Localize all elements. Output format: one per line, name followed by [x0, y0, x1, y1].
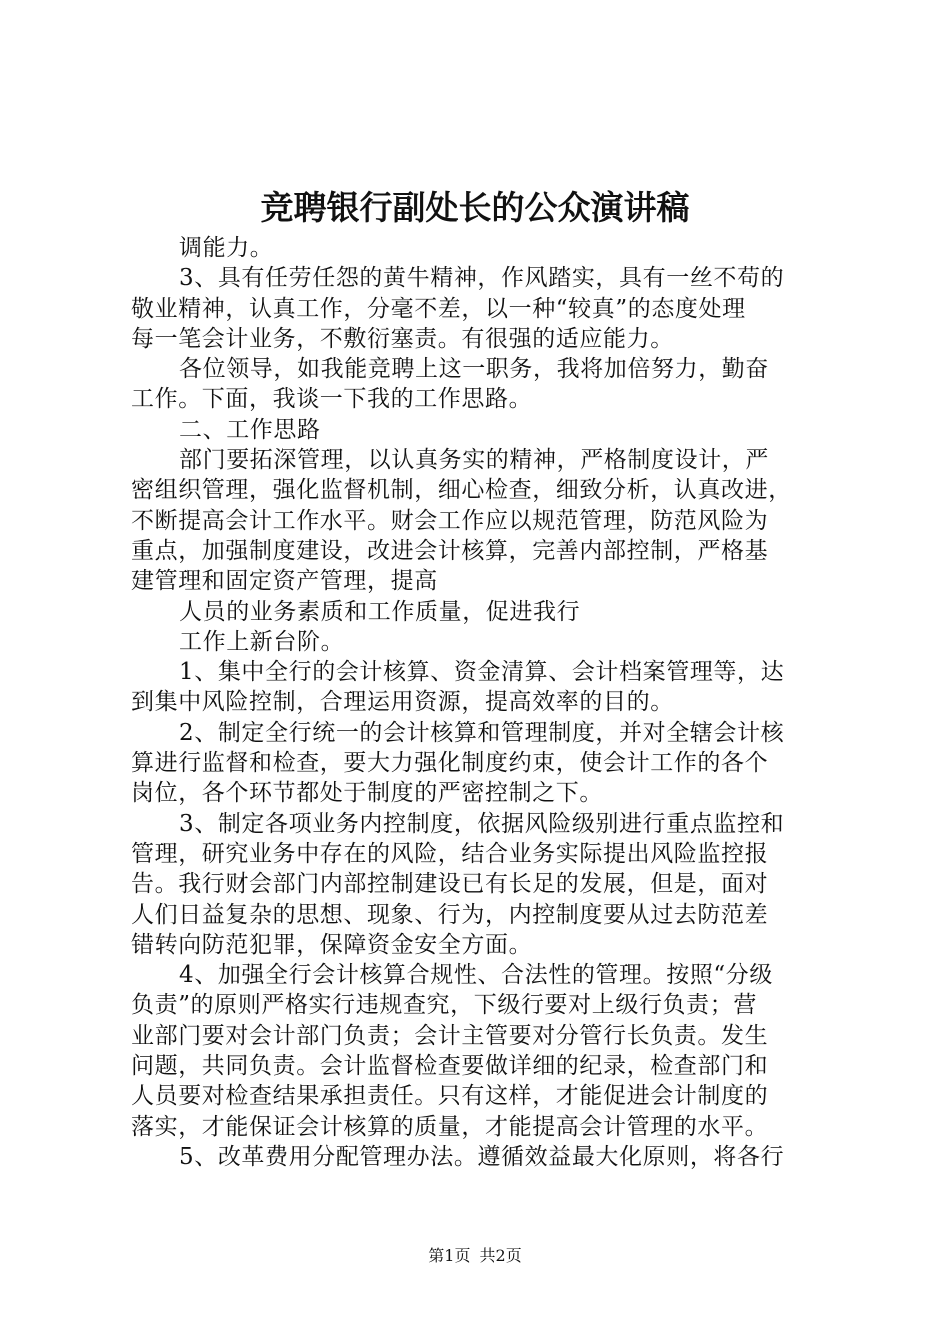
text-line: 5、改革费用分配管理办法。遵循效益最大化原则，将各行	[179, 1143, 785, 1170]
text-line: 部门要拓深管理，以认真务实的精神，严格制度设计，严	[179, 447, 769, 474]
text-line: 4、加强全行会计核算合规性、合法性的管理。按照“分级	[179, 962, 773, 989]
text-line: 人员要对检查结果承担责任。只有这样，才能促进会计制度的	[131, 1083, 769, 1110]
text-line: 3、制定各项业务内控制度，依据风险级别进行重点监控和	[179, 810, 785, 837]
text-line: 错转向防范犯罪，保障资金安全方面。	[131, 931, 533, 958]
text-line: 算进行监督和检查，要大力强化制度约束，使会计工作的各个	[131, 750, 769, 777]
page-title: 竞聘银行副处长的公众演讲稿	[260, 188, 690, 227]
text-line: 岗位，各个环节都处于制度的严密控制之下。	[131, 780, 603, 807]
text-line: 人们日益复杂的思想、现象、行为，内控制度要从过去防范差	[131, 901, 769, 928]
page-total: 共2页	[479, 1246, 522, 1265]
text-line: 问题，共同负责。会计监督检查要做详细的纪录，检查部门和	[131, 1053, 769, 1080]
text-line: 敬业精神，认真工作，分毫不差，以一种“较真”的态度处理	[131, 295, 746, 322]
body-text	[131, 233, 831, 1172]
text-line: 2、制定全行统一的会计核算和管理制度，并对全辖会计核	[179, 719, 785, 746]
text-line: 重点，加强制度建设，改进会计核算，完善内部控制，严格基	[131, 537, 769, 564]
text-line: 每一笔会计业务，不敷衍塞责。有很强的适应能力。	[131, 325, 674, 352]
text-line: 调能力。	[179, 235, 274, 261]
text-line: 到集中风险控制，合理运用资源，提高效率的目的。	[131, 689, 674, 716]
text-line: 工作。下面，我谈一下我的工作思路。	[131, 386, 533, 413]
text-line: 密组织管理，强化监督机制，细心检查，细致分析，认真改进，	[131, 477, 792, 504]
text-line: 人员的业务素质和工作质量，促进我行	[179, 598, 581, 625]
page-number: 第1页	[428, 1246, 471, 1265]
text-line: 3、具有任劳任怨的黄牛精神，作风踏实，具有一丝不苟的	[179, 265, 785, 292]
text-line: 1、集中全行的会计核算、资金清算、会计档案管理等，达	[179, 659, 785, 686]
page-footer	[0, 1245, 950, 1267]
text-line: 建管理和固定资产管理，提高	[131, 568, 438, 595]
text-line: 业部门要对会计部门负责；会计主管要对分管行长负责。发生	[131, 1022, 769, 1049]
text-line: 二、工作思路	[179, 416, 321, 443]
text-line: 管理，研究业务中存在的风险，结合业务实际提出风险监控报	[131, 840, 769, 867]
text-line: 不断提高会计工作水平。财会工作应以规范管理，防范风险为	[131, 507, 769, 534]
text-line: 工作上新台阶。	[179, 628, 345, 655]
text-line: 告。我行财会部门内部控制建设已有长足的发展，但是，面对	[131, 871, 769, 898]
text-line: 负责”的原则严格实行违规查究，下级行要对上级行负责；营	[131, 992, 757, 1019]
text-line: 各位领导，如我能竞聘上这一职务，我将加倍努力，勤奋	[179, 356, 769, 383]
text-line: 落实，才能保证会计核算的质量，才能提高会计管理的水平。	[131, 1113, 769, 1140]
